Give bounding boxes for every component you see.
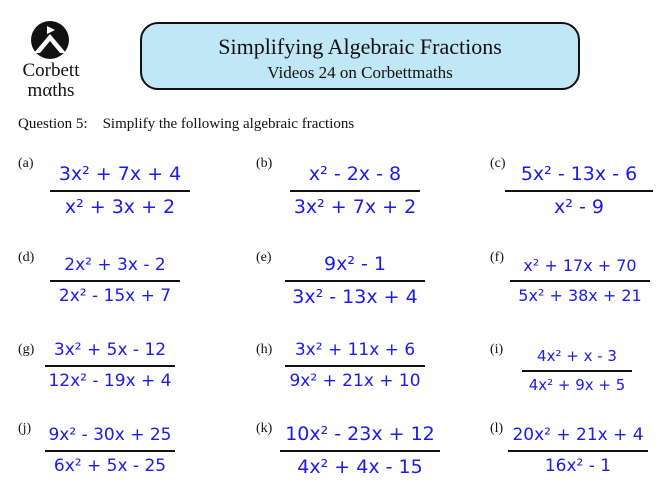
- fraction-denominator: 5x² + 38x + 21: [518, 286, 642, 305]
- fraction-denominator: 6x² + 5x - 25: [53, 456, 167, 476]
- problem-label: (b): [256, 156, 273, 171]
- title-banner: [140, 22, 580, 90]
- fraction-numerator: 9x² - 30x + 25: [48, 425, 172, 445]
- problem-label: (l): [490, 421, 504, 436]
- algebraic-fraction: [505, 158, 653, 226]
- fraction-denominator: 12x² - 19x + 4: [48, 371, 172, 391]
- fraction-denominator: x² - 9: [554, 196, 604, 218]
- problem-label: (g): [18, 342, 35, 357]
- fraction-denominator: 16x² - 1: [544, 456, 612, 476]
- fraction-bar: [508, 450, 648, 452]
- algebraic-fraction: [45, 333, 175, 401]
- fraction-bar: [285, 280, 425, 282]
- fraction-numerator: 2x² + 3x - 2: [64, 255, 166, 275]
- problem-label: (a): [18, 156, 34, 171]
- fraction-bar: [50, 190, 190, 192]
- problem-label: (h): [256, 342, 273, 357]
- fraction-denominator: x² + 3x + 2: [64, 196, 176, 218]
- fraction-bar: [50, 280, 180, 282]
- algebraic-fraction: [510, 248, 650, 316]
- algebraic-fraction: [280, 418, 440, 486]
- fraction-numerator: 3x² + 5x - 12: [53, 340, 167, 360]
- fraction-bar: [45, 450, 175, 452]
- fraction-bar: [522, 370, 632, 372]
- algebraic-fraction: [508, 418, 648, 486]
- page-title: Simplifying Algebraic Fractions: [218, 34, 502, 59]
- page-subtitle: Videos 24 on Corbettmaths: [267, 63, 453, 82]
- fraction-numerator: 10x² - 23x + 12: [285, 423, 435, 445]
- problem-label: (c): [490, 156, 506, 171]
- fraction-numerator: x² + 17x + 70: [523, 256, 637, 275]
- question-text: Simplify the following algebraic fractions: [102, 116, 355, 132]
- fraction-numerator: 3x² + 7x + 4: [58, 163, 182, 185]
- algebraic-fraction: [50, 248, 180, 316]
- algebraic-fraction: [522, 338, 632, 406]
- algebraic-fraction: [50, 158, 190, 226]
- fraction-numerator: 3x² + 11x + 6: [294, 340, 416, 360]
- fraction-numerator: 5x² - 13x - 6: [520, 163, 638, 185]
- fraction-denominator: 9x² + 21x + 10: [289, 371, 421, 391]
- fraction-numerator: 9x² - 1: [324, 253, 386, 275]
- problem-label: (d): [18, 250, 35, 265]
- problem-label: (f): [490, 250, 504, 265]
- fraction-denominator: 4x² + 9x + 5: [528, 376, 626, 394]
- fraction-bar: [285, 365, 425, 367]
- algebraic-fraction: [285, 333, 425, 401]
- problem-label: (e): [256, 250, 272, 265]
- problem-label: (i): [490, 342, 504, 357]
- fraction-numerator: 4x² + x - 3: [537, 347, 617, 365]
- question-label: Question 5:: [18, 116, 88, 132]
- fraction-bar: [280, 450, 440, 452]
- logo-wordmark-bottom: mαths: [27, 80, 75, 101]
- fraction-denominator: 4x² + 4x - 15: [297, 456, 423, 478]
- corbettmaths-emblem-icon: [30, 20, 70, 60]
- logo-wordmark-top: Corbett: [22, 60, 80, 81]
- algebraic-fraction: [290, 158, 420, 226]
- fraction-denominator: 3x² + 7x + 2: [293, 196, 417, 218]
- fraction-bar: [510, 280, 650, 282]
- fraction-numerator: 20x² + 21x + 4: [512, 425, 644, 445]
- algebraic-fraction: [285, 248, 425, 316]
- problem-label: (j): [18, 421, 32, 436]
- algebraic-fraction: [45, 418, 175, 486]
- fraction-bar: [505, 190, 653, 192]
- fraction-numerator: x² - 2x - 8: [308, 163, 402, 185]
- question-instruction: [18, 116, 354, 133]
- fraction-bar: [45, 365, 175, 367]
- fraction-denominator: 2x² - 15x + 7: [58, 286, 172, 306]
- problem-label: (k): [256, 421, 273, 436]
- fraction-denominator: 3x² - 13x + 4: [292, 286, 418, 308]
- fraction-bar: [290, 190, 420, 192]
- corbettmaths-logo: [12, 18, 90, 100]
